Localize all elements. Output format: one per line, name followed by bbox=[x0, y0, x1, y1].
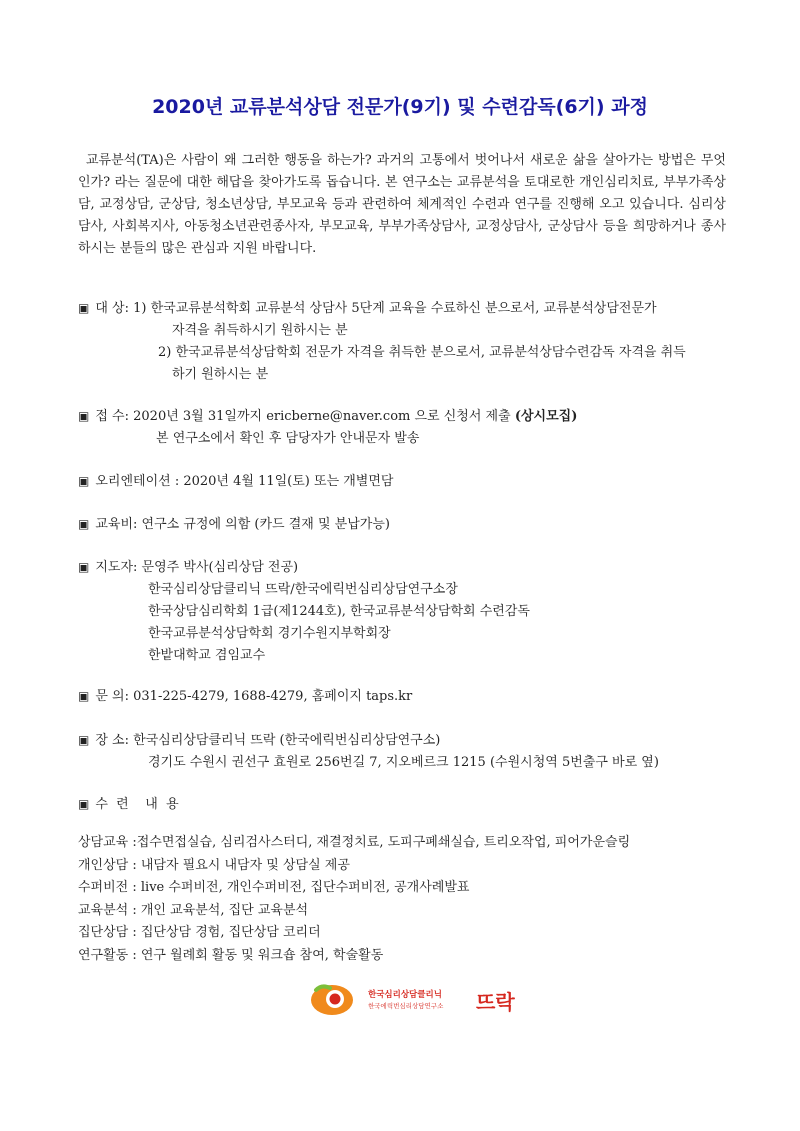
location-section bbox=[78, 729, 659, 774]
reception-label: 접 수: bbox=[95, 409, 129, 424]
reception-section bbox=[78, 405, 577, 450]
reception-line2: 본 연구소에서 확인 후 담당자가 안내문자 발송 bbox=[156, 431, 420, 446]
training-list bbox=[78, 832, 630, 967]
orientation-section bbox=[78, 470, 394, 493]
inquiry-label: 문 의: bbox=[95, 689, 129, 704]
target-section bbox=[78, 297, 686, 386]
target-line2: 2) 한국교류분석상담학회 전문가 자격을 취득한 분으로서, 교류분석상담수련감독 자격을 취득 bbox=[158, 345, 686, 360]
inquiry-text: 031-225-4279, 1688-4279, 홈페이지 taps.kr bbox=[133, 689, 413, 704]
bullet-icon: ▣ bbox=[78, 301, 90, 315]
bullet-icon: ▣ bbox=[78, 474, 90, 488]
logo-mark-icon bbox=[308, 982, 538, 1018]
location-label: 장 소: bbox=[95, 733, 129, 748]
fee-text: 교육비: 연구소 규정에 의함 (카드 결재 및 분납가능) bbox=[95, 517, 390, 532]
list-item: 교육분석 : 개인 교육분석, 집단 교육분석 bbox=[78, 902, 309, 918]
list-item: 수퍼비전 : live 수퍼비전, 개인수퍼비전, 집단수퍼비전, 공개사례발표 bbox=[78, 880, 470, 895]
instructor-role: 한밭대학교 겸임교수 bbox=[148, 648, 266, 663]
logo-line2: 한국에릭번심리상담연구소 bbox=[368, 1002, 444, 1010]
bullet-icon: ▣ bbox=[78, 517, 90, 531]
bullet-icon: ▣ bbox=[78, 689, 90, 703]
list-item: 개인상담 : 내담자 필요시 내담자 및 상담실 제공 bbox=[78, 857, 350, 873]
bullet-icon: ▣ bbox=[78, 733, 90, 747]
clinic-logo bbox=[308, 982, 538, 1018]
list-item: 집단상담 : 집단상담 경험, 집단상담 코리더 bbox=[78, 925, 321, 940]
training-header bbox=[78, 793, 179, 816]
target-line1: 1) 한국교류분석학회 교류분석 상담사 5단계 교육을 수료하신 분으로서, 교류분석상담전문가 bbox=[133, 301, 657, 316]
fee-section bbox=[78, 513, 390, 536]
instructor-name: 문영주 박사(심리상담 전공) bbox=[141, 560, 299, 575]
logo-line1: 한국심리상담클리닉 bbox=[368, 990, 442, 1000]
reception-highlight: (상시모집) bbox=[514, 409, 578, 424]
list-item: 상담교육 :접수면접실습, 심리검사스터디, 재결정치료, 도피구폐쇄실습, 트리오작업, 피어가운슬링 bbox=[78, 835, 631, 850]
location-text: 한국심리상담클리닉 뜨락 (한국에릭번심리상담연구소) bbox=[133, 733, 441, 748]
instructor-role: 한국심리상담클리닉 뜨락/한국에릭번심리상담연구소장 bbox=[148, 582, 458, 597]
instructor-role: 한국상담심리학회 1급(제1244호), 한국교류분석상담학회 수련감독 bbox=[148, 604, 530, 619]
target-line2b: 하기 원하시는 분 bbox=[172, 367, 269, 382]
target-label: 대 상: bbox=[95, 301, 129, 316]
training-header-text: 수 련 내 용 bbox=[95, 797, 179, 812]
list-item: 연구활동 : 연구 월례회 활동 및 워크숍 참여, 학술활동 bbox=[78, 947, 384, 963]
page-title: 2020년 교류분석상담 전문가(9기) 및 수련감독(6기) 과정 bbox=[152, 96, 648, 118]
bullet-icon: ▣ bbox=[78, 797, 90, 811]
location-address: 경기도 수원시 권선구 효원로 256번길 7, 지오베르크 1215 (수원시청역 5번출구 바로 옆) bbox=[148, 755, 659, 770]
bullet-icon: ▣ bbox=[78, 409, 90, 423]
instructor-section bbox=[78, 556, 530, 667]
reception-text: 2020년 3월 31일까지 ericberne@naver.com 으로 신청서 제출 bbox=[133, 409, 511, 424]
instructor-label: 지도자: bbox=[95, 560, 138, 575]
orientation-text: 오리엔테이션 : 2020년 4월 11일(토) 또는 개별면담 bbox=[95, 474, 394, 489]
inquiry-section bbox=[78, 685, 412, 708]
target-line1b: 자격을 취득하시기 원하시는 분 bbox=[172, 323, 348, 338]
bullet-icon: ▣ bbox=[78, 560, 90, 574]
logo-brand: 뜨락 bbox=[476, 990, 515, 1014]
instructor-role: 한국교류분석상담학회 경기수원지부학회장 bbox=[148, 626, 391, 641]
intro-paragraph: 교류분석(TA)은 사람이 왜 그러한 행동을 하는가? 과거의 고통에서 벗어나서 새로운 삶을 살아가는 방법은 무엇인가? 라는 질문에 대한 해답을 찾아가도록 돕습니다. 본 연구소는 교류분석을 토대로한 개인심리치료, 부부가족상담, 교정상담, 군상담, 청소년상담, 부모교육 등과 관련하여 체계적인 수련과 연구를 진행해 오고 있습니다. 심리상담사, 사회복지사, 아동청소년관련종사자, 부모교육, 부부가족상담사, 교정상담사, 군상담사 등을 희망하거나 종사하시는 분들의 많은 관심과 지원 바랍니다. bbox=[78, 153, 726, 256]
